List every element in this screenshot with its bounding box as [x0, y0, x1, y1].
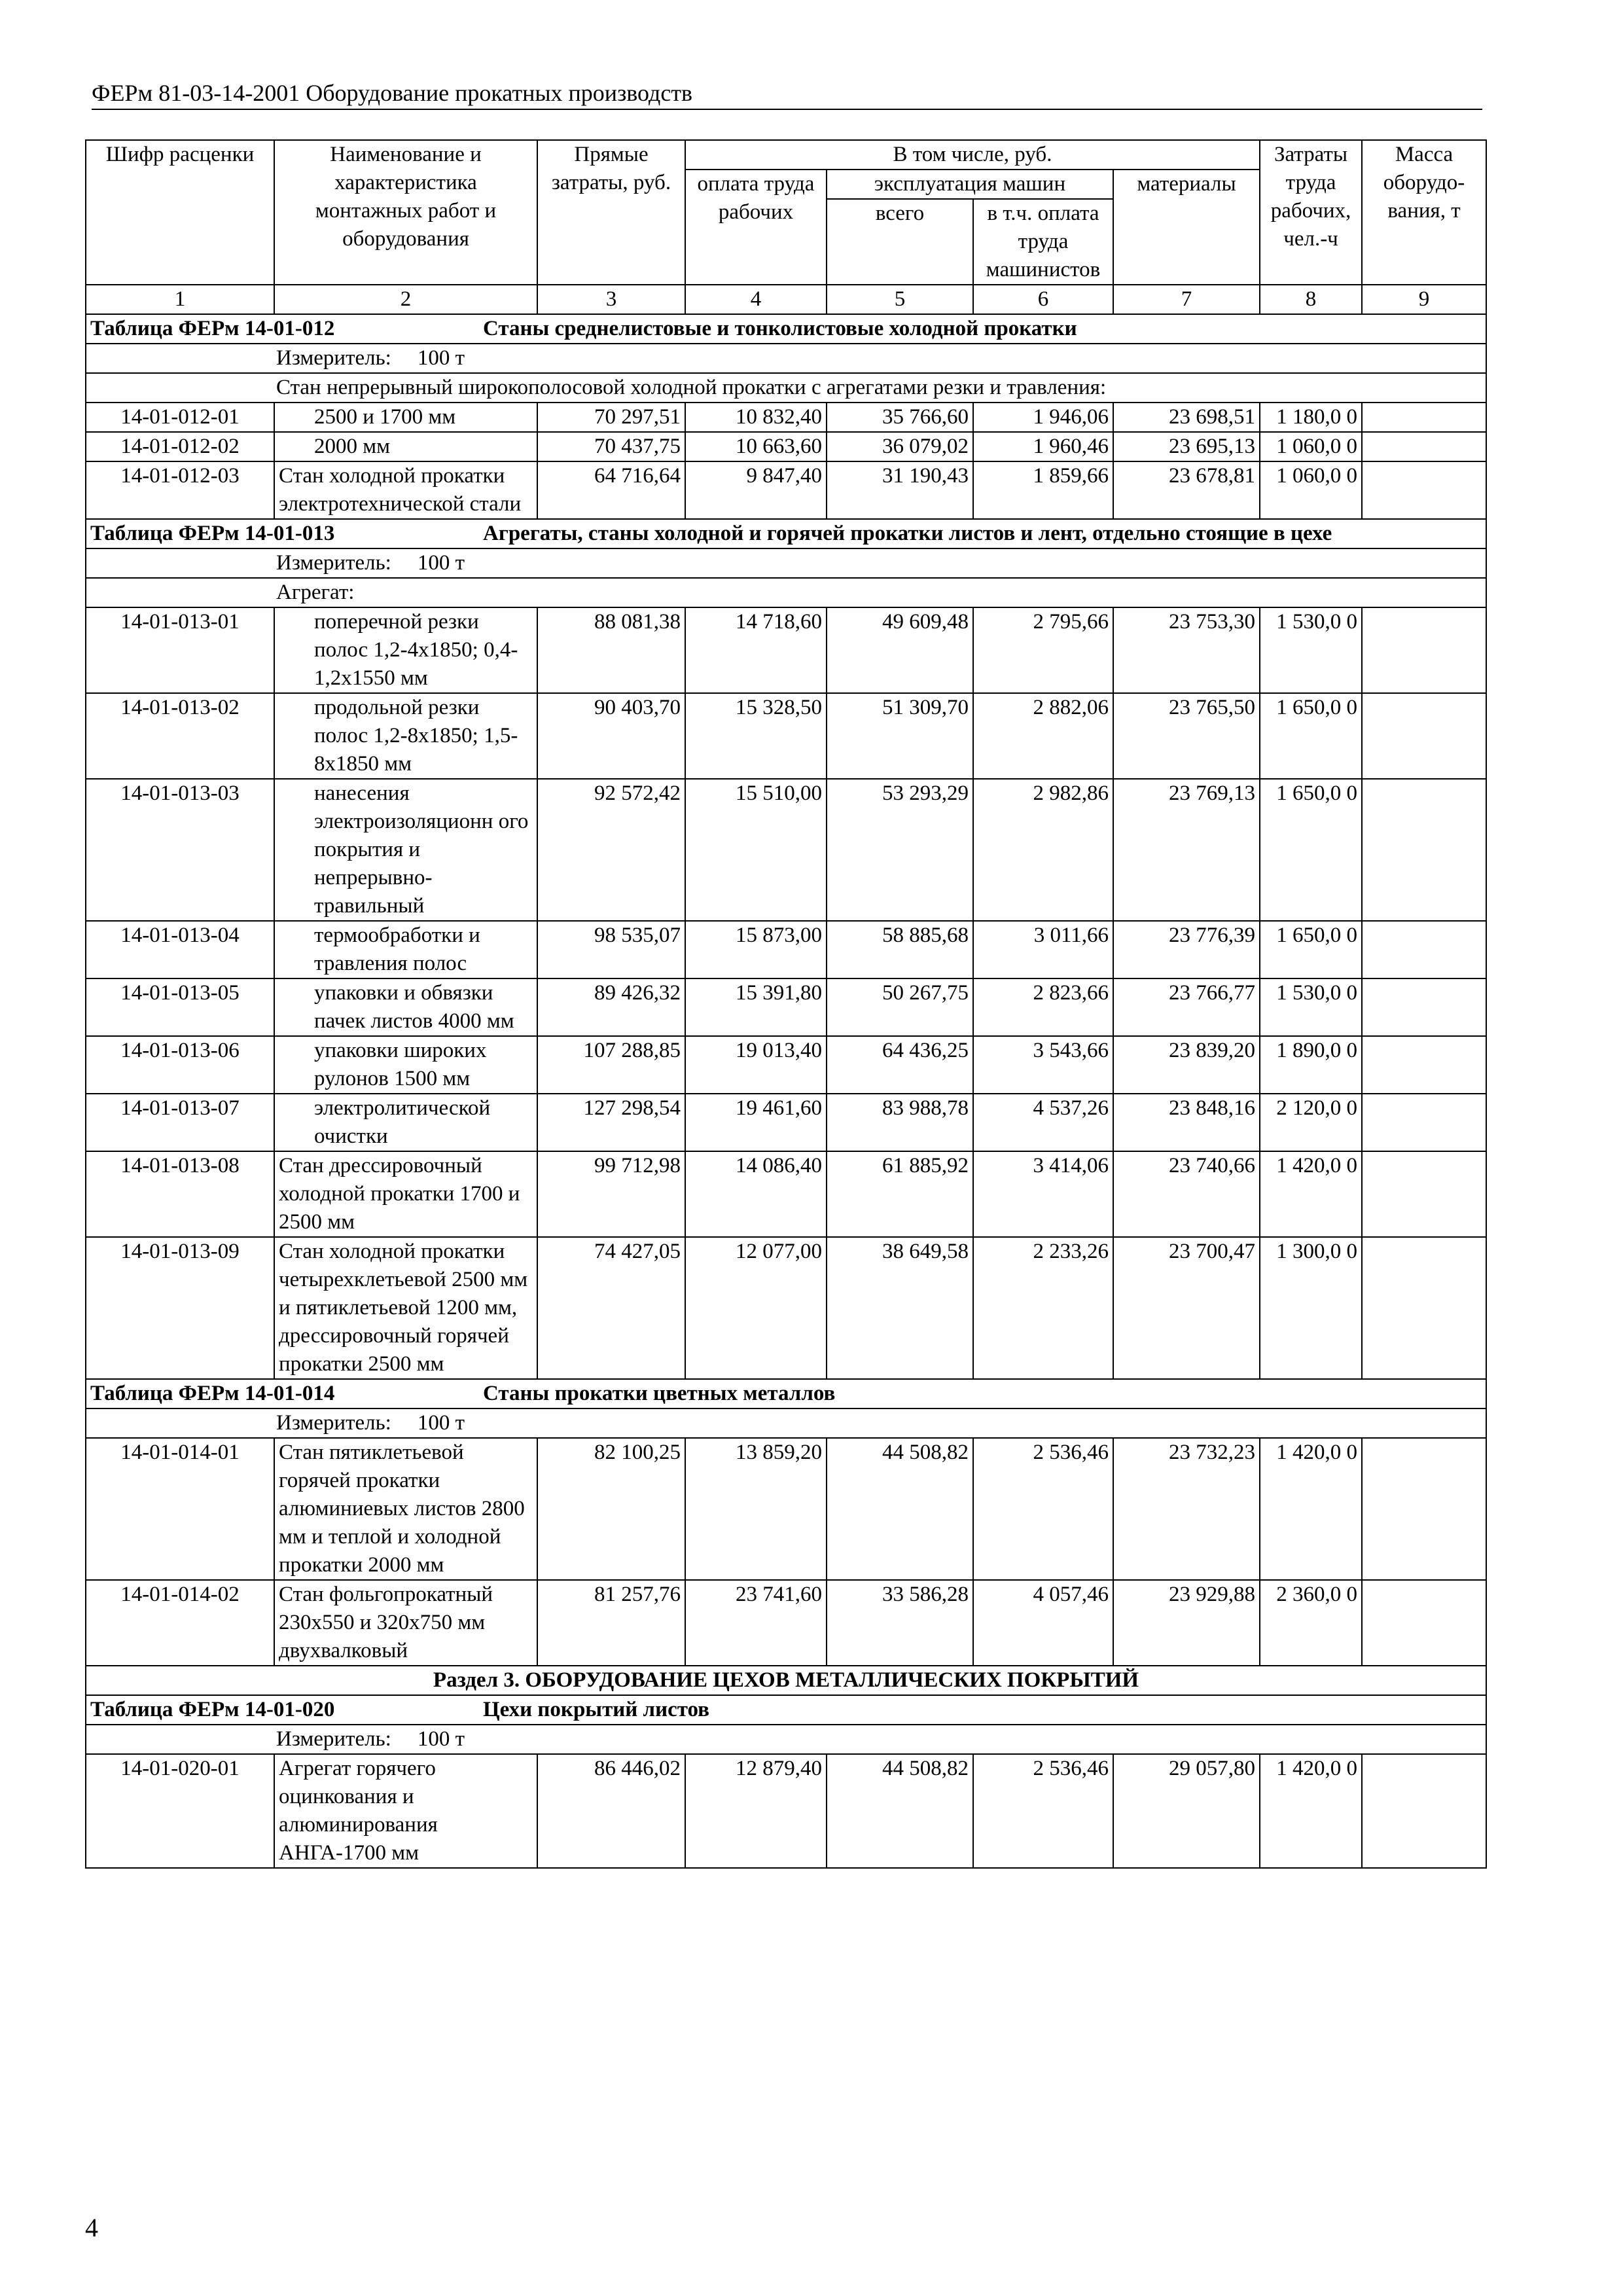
- labor-costs: 1 890,0 0: [1260, 1036, 1362, 1094]
- column-numbers-row: [86, 285, 1486, 314]
- rate-code: 14-01-012-01: [86, 403, 274, 432]
- unit-label: Измеритель:: [276, 1727, 391, 1751]
- machines-total: 61 885,92: [827, 1151, 973, 1237]
- materials-cost: 23 753,30: [1113, 607, 1260, 693]
- unit-label: Измеритель:: [276, 1411, 391, 1435]
- equipment-mass: [1362, 1036, 1486, 1094]
- table-title: [86, 1379, 1486, 1408]
- work-name: Стан холодной прокатки четырехклетьевой 2500 мм и пятиклетьевой 1200 мм, дрессировочный горячей прокатки 2500 мм: [274, 1237, 537, 1379]
- direct-costs: 98 535,07: [537, 921, 685, 978]
- direct-costs: 88 081,38: [537, 607, 685, 693]
- materials-cost: 23 740,66: [1113, 1151, 1260, 1237]
- machines-total: 35 766,60: [827, 403, 973, 432]
- work-name: Агрегат горячего оцинкования и алюминирования АНГА-1700 мм: [274, 1754, 537, 1868]
- workers-wage: 15 328,50: [685, 693, 827, 779]
- labor-costs: 1 530,0 0: [1260, 978, 1362, 1036]
- materials-cost: 23 839,20: [1113, 1036, 1260, 1094]
- direct-costs: 107 288,85: [537, 1036, 685, 1094]
- labor-costs: 1 650,0 0: [1260, 921, 1362, 978]
- unit-row: [86, 548, 1486, 578]
- workers-wage: 14 086,40: [685, 1151, 827, 1237]
- column-number: 3: [537, 285, 685, 314]
- table-title-row: [86, 314, 1486, 344]
- equipment-mass: [1362, 779, 1486, 921]
- direct-costs: 92 572,42: [537, 779, 685, 921]
- machines-total: 38 649,58: [827, 1237, 973, 1379]
- unit-value: 100 т: [417, 1411, 465, 1435]
- col-header-code: Шифр расценки: [86, 140, 274, 285]
- table-title-row: [86, 1695, 1486, 1725]
- page-number: 4: [85, 2213, 98, 2242]
- rate-code: 14-01-013-06: [86, 1036, 274, 1094]
- column-number: 4: [685, 285, 827, 314]
- unit-cell: [86, 1725, 1486, 1754]
- unit-label: Измеритель:: [276, 346, 391, 370]
- work-name: упаковки и обвязки пачек листов 4000 мм: [274, 978, 537, 1036]
- col-header-total: всего: [827, 199, 973, 285]
- col-header-direct: Прямые затраты, руб.: [537, 140, 685, 285]
- rate-code: 14-01-012-02: [86, 432, 274, 461]
- equipment-mass: [1362, 921, 1486, 978]
- operators-wage: 1 859,66: [973, 461, 1113, 519]
- unit-row: [86, 1408, 1486, 1438]
- table-caption: Станы прокатки цветных металлов: [483, 1382, 836, 1405]
- workers-wage: 15 510,00: [685, 779, 827, 921]
- col-header-wage: оплата труда рабочих: [685, 170, 827, 285]
- rate-code: 14-01-013-01: [86, 607, 274, 693]
- column-number: 2: [274, 285, 537, 314]
- table-caption: Агрегаты, станы холодной и горячей прокатки листов и лент, отдельно стоящие в цехе: [483, 522, 1332, 545]
- group-heading-row: [86, 578, 1486, 607]
- rate-code: 14-01-013-04: [86, 921, 274, 978]
- work-name: упаковки широких рулонов 1500 мм: [274, 1036, 537, 1094]
- section-title: Раздел 3. ОБОРУДОВАНИЕ ЦЕХОВ МЕТАЛЛИЧЕСКИХ ПОКРЫТИЙ: [86, 1666, 1486, 1695]
- rate-code: 14-01-013-05: [86, 978, 274, 1036]
- unit-label: Измеритель:: [276, 551, 391, 575]
- equipment-mass: [1362, 1580, 1486, 1666]
- workers-wage: 10 663,60: [685, 432, 827, 461]
- unit-value: 100 т: [417, 346, 465, 370]
- rate-code: 14-01-020-01: [86, 1754, 274, 1868]
- table-row: [86, 693, 1486, 779]
- table-row: [86, 1094, 1486, 1151]
- page-header: ФЕРм 81-03-14-2001 Оборудование прокатных производств: [92, 79, 1482, 110]
- machines-total: 83 988,78: [827, 1094, 973, 1151]
- operators-wage: 2 795,66: [973, 607, 1113, 693]
- materials-cost: 23 776,39: [1113, 921, 1260, 978]
- table-row: [86, 1151, 1486, 1237]
- table-row: [86, 921, 1486, 978]
- rate-code: 14-01-013-08: [86, 1151, 274, 1237]
- work-name: 2000 мм: [274, 432, 537, 461]
- table-number: Таблица ФЕРм 14-01-014: [90, 1382, 335, 1405]
- machines-total: 44 508,82: [827, 1754, 973, 1868]
- rate-code: 14-01-013-02: [86, 693, 274, 779]
- machines-total: 33 586,28: [827, 1580, 973, 1666]
- table-row: [86, 432, 1486, 461]
- table-row: [86, 978, 1486, 1036]
- direct-costs: 74 427,05: [537, 1237, 685, 1379]
- unit-row: [86, 344, 1486, 373]
- equipment-mass: [1362, 403, 1486, 432]
- rate-code: 14-01-013-09: [86, 1237, 274, 1379]
- labor-costs: 2 120,0 0: [1260, 1094, 1362, 1151]
- group-heading: Агрегат:: [86, 578, 1486, 607]
- table-row: [86, 461, 1486, 519]
- labor-costs: 1 650,0 0: [1260, 693, 1362, 779]
- materials-cost: 23 765,50: [1113, 693, 1260, 779]
- equipment-mass: [1362, 607, 1486, 693]
- equipment-mass: [1362, 978, 1486, 1036]
- table-title-row: [86, 1379, 1486, 1408]
- equipment-mass: [1362, 1094, 1486, 1151]
- equipment-mass: [1362, 461, 1486, 519]
- workers-wage: 23 741,60: [685, 1580, 827, 1666]
- labor-costs: 1 650,0 0: [1260, 779, 1362, 921]
- materials-cost: 23 769,13: [1113, 779, 1260, 921]
- machines-total: 50 267,75: [827, 978, 973, 1036]
- rate-code: 14-01-012-03: [86, 461, 274, 519]
- labor-costs: 1 420,0 0: [1260, 1754, 1362, 1868]
- equipment-mass: [1362, 432, 1486, 461]
- operators-wage: 3 543,66: [973, 1036, 1113, 1094]
- direct-costs: 82 100,25: [537, 1438, 685, 1580]
- materials-cost: 23 698,51: [1113, 403, 1260, 432]
- table-title: [86, 519, 1486, 548]
- machines-total: 36 079,02: [827, 432, 973, 461]
- table-number: Таблица ФЕРм 14-01-020: [90, 1698, 335, 1721]
- materials-cost: 23 848,16: [1113, 1094, 1260, 1151]
- labor-costs: 1 060,0 0: [1260, 432, 1362, 461]
- table-row: [86, 1754, 1486, 1868]
- materials-cost: 23 732,23: [1113, 1438, 1260, 1580]
- direct-costs: 64 716,64: [537, 461, 685, 519]
- workers-wage: 15 391,80: [685, 978, 827, 1036]
- labor-costs: 1 530,0 0: [1260, 607, 1362, 693]
- col-header-mass: Масса оборудо-вания, т: [1362, 140, 1486, 285]
- column-number: 8: [1260, 285, 1362, 314]
- col-header-materials: материалы: [1113, 170, 1260, 285]
- unit-cell: [86, 1408, 1486, 1438]
- workers-wage: 13 859,20: [685, 1438, 827, 1580]
- operators-wage: 2 823,66: [973, 978, 1113, 1036]
- rate-code: 14-01-014-01: [86, 1438, 274, 1580]
- work-name: Стан пятиклетьевой горячей прокатки алюминиевых листов 2800 мм и теплой и холодной прокатки 2000 мм: [274, 1438, 537, 1580]
- table-row: [86, 1580, 1486, 1666]
- machines-total: 44 508,82: [827, 1438, 973, 1580]
- work-name: продольной резки полос 1,2-8x1850; 1,5-8x1850 мм: [274, 693, 537, 779]
- table-title: [86, 1695, 1486, 1725]
- operators-wage: 4 537,26: [973, 1094, 1113, 1151]
- unit-row: [86, 1725, 1486, 1754]
- column-number: 9: [1362, 285, 1486, 314]
- operators-wage: 4 057,46: [973, 1580, 1113, 1666]
- workers-wage: 14 718,60: [685, 607, 827, 693]
- materials-cost: 29 057,80: [1113, 1754, 1260, 1868]
- work-name: Стан фольгопрокатный 230x550 и 320x750 мм двухвалковый: [274, 1580, 537, 1666]
- labor-costs: 1 420,0 0: [1260, 1151, 1362, 1237]
- work-name: 2500 и 1700 мм: [274, 403, 537, 432]
- col-header-name: Наименование и характеристика монтажных работ и оборудования: [274, 140, 537, 285]
- table-row: [86, 1237, 1486, 1379]
- machines-total: 53 293,29: [827, 779, 973, 921]
- table-row: [86, 403, 1486, 432]
- section-row: [86, 1666, 1486, 1695]
- workers-wage: 12 879,40: [685, 1754, 827, 1868]
- operators-wage: 3 011,66: [973, 921, 1113, 978]
- col-header-machine-wage: в т.ч. оплата труда машинистов: [973, 199, 1113, 285]
- workers-wage: 12 077,00: [685, 1237, 827, 1379]
- operators-wage: 2 536,46: [973, 1438, 1113, 1580]
- rate-code: 14-01-013-07: [86, 1094, 274, 1151]
- equipment-mass: [1362, 1151, 1486, 1237]
- materials-cost: 23 766,77: [1113, 978, 1260, 1036]
- unit-value: 100 т: [417, 551, 465, 575]
- labor-costs: 1 420,0 0: [1260, 1438, 1362, 1580]
- table-row: [86, 1036, 1486, 1094]
- table-number: Таблица ФЕРм 14-01-012: [90, 317, 335, 340]
- column-number: 7: [1113, 285, 1260, 314]
- direct-costs: 70 437,75: [537, 432, 685, 461]
- unit-cell: [86, 344, 1486, 373]
- operators-wage: 2 982,86: [973, 779, 1113, 921]
- operators-wage: 1 946,06: [973, 403, 1113, 432]
- labor-costs: 2 360,0 0: [1260, 1580, 1362, 1666]
- table-title: [86, 314, 1486, 344]
- table-caption: Станы среднелистовые и тонколистовые холодной прокатки: [483, 317, 1077, 340]
- direct-costs: 81 257,76: [537, 1580, 685, 1666]
- workers-wage: 19 461,60: [685, 1094, 827, 1151]
- machines-total: 51 309,70: [827, 693, 973, 779]
- column-number: 1: [86, 285, 274, 314]
- work-name: электролитической очистки: [274, 1094, 537, 1151]
- materials-cost: 23 695,13: [1113, 432, 1260, 461]
- table-row: [86, 1438, 1486, 1580]
- equipment-mass: [1362, 693, 1486, 779]
- equipment-mass: [1362, 1438, 1486, 1580]
- rate-code: 14-01-014-02: [86, 1580, 274, 1666]
- table-caption: Цехи покрытий листов: [483, 1698, 710, 1721]
- operators-wage: 3 414,06: [973, 1151, 1113, 1237]
- table-title-row: [86, 519, 1486, 548]
- group-heading: Стан непрерывный широкополосовой холодной прокатки с агрегатами резки и травления:: [86, 373, 1486, 403]
- rates-table: [85, 139, 1487, 1869]
- direct-costs: 127 298,54: [537, 1094, 685, 1151]
- column-number: 5: [827, 285, 973, 314]
- materials-cost: 23 678,81: [1113, 461, 1260, 519]
- direct-costs: 70 297,51: [537, 403, 685, 432]
- col-header-labor: Затраты труда рабочих, чел.-ч: [1260, 140, 1362, 285]
- work-name: Стан дрессировочный холодной прокатки 1700 и 2500 мм: [274, 1151, 537, 1237]
- workers-wage: 9 847,40: [685, 461, 827, 519]
- machines-total: 64 436,25: [827, 1036, 973, 1094]
- labor-costs: 1 180,0 0: [1260, 403, 1362, 432]
- col-header-machines: эксплуатация машин: [827, 170, 1113, 199]
- work-name: поперечной резки полос 1,2-4x1850; 0,4-1,2x1550 мм: [274, 607, 537, 693]
- machines-total: 31 190,43: [827, 461, 973, 519]
- workers-wage: 19 013,40: [685, 1036, 827, 1094]
- equipment-mass: [1362, 1237, 1486, 1379]
- operators-wage: 2 233,26: [973, 1237, 1113, 1379]
- table-number: Таблица ФЕРм 14-01-013: [90, 522, 335, 545]
- direct-costs: 90 403,70: [537, 693, 685, 779]
- equipment-mass: [1362, 1754, 1486, 1868]
- col-header-including: В том числе, руб.: [685, 140, 1260, 170]
- operators-wage: 2 882,06: [973, 693, 1113, 779]
- work-name: нанесения электроизоляционн ого покрытия и непрерывно-травильный: [274, 779, 537, 921]
- operators-wage: 2 536,46: [973, 1754, 1113, 1868]
- workers-wage: 15 873,00: [685, 921, 827, 978]
- unit-cell: [86, 548, 1486, 578]
- materials-cost: 23 700,47: [1113, 1237, 1260, 1379]
- operators-wage: 1 960,46: [973, 432, 1113, 461]
- materials-cost: 23 929,88: [1113, 1580, 1260, 1666]
- workers-wage: 10 832,40: [685, 403, 827, 432]
- work-name: Стан холодной прокатки электротехнической стали: [274, 461, 537, 519]
- work-name: термообработки и травления полос: [274, 921, 537, 978]
- machines-total: 58 885,68: [827, 921, 973, 978]
- direct-costs: 99 712,98: [537, 1151, 685, 1237]
- table-row: [86, 607, 1486, 693]
- table-row: [86, 779, 1486, 921]
- direct-costs: 86 446,02: [537, 1754, 685, 1868]
- labor-costs: 1 060,0 0: [1260, 461, 1362, 519]
- group-heading-row: [86, 373, 1486, 403]
- unit-value: 100 т: [417, 1727, 465, 1751]
- column-number: 6: [973, 285, 1113, 314]
- direct-costs: 89 426,32: [537, 978, 685, 1036]
- rate-code: 14-01-013-03: [86, 779, 274, 921]
- labor-costs: 1 300,0 0: [1260, 1237, 1362, 1379]
- machines-total: 49 609,48: [827, 607, 973, 693]
